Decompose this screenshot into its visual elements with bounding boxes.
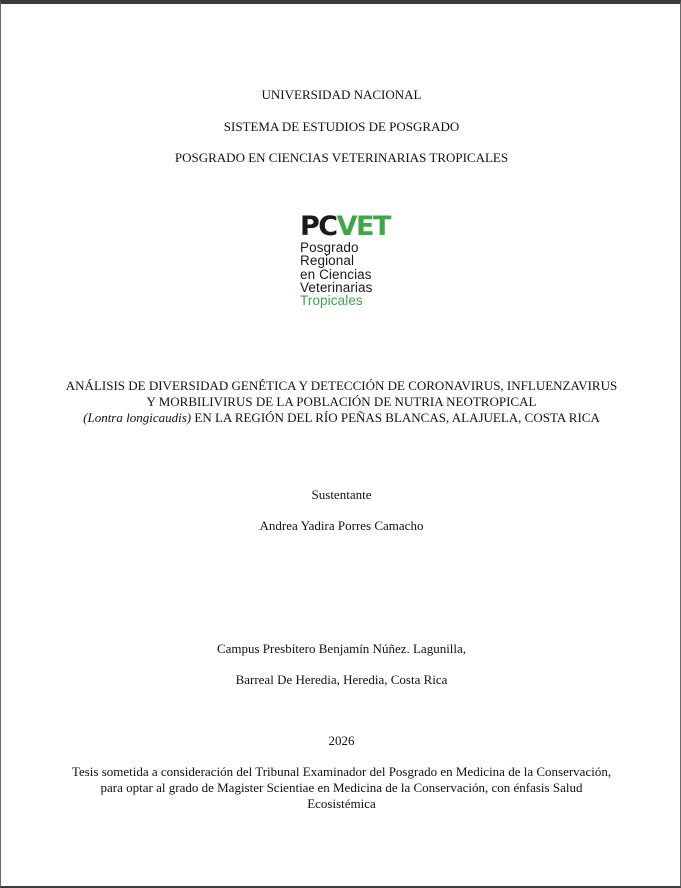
title-part-1: ANÁLISIS DE DIVERSIDAD GENÉTICA Y DETECCIÓN DE CORONAVIRUS, INFLUENZAVIRUS Y MORBILIVIRUS DE LA POBLACIÓN DE NUTRIA NEOTROPICAL (65, 378, 618, 409)
graduate-system-name: SISTEMA DE ESTUDIOS DE POSGRADO (223, 119, 460, 134)
title-part-2: EN LA REGIÓN DEL RÍO PEÑAS BLANCAS, ALAJUELA, COSTA RICA (191, 410, 600, 425)
university-name: UNIVERSIDAD NACIONAL (261, 87, 422, 102)
thesis-title (61, 378, 622, 426)
logo-line-regional: Regional (300, 253, 355, 269)
logo-line-veterinarias: Veterinarias (300, 279, 373, 295)
year: 2026 (328, 733, 355, 748)
logo-mark (300, 211, 390, 242)
logo-line-posgrado: Posgrado (300, 240, 359, 255)
location-line-1: Campus Presbítero Benjamín Núñez. Lagunilla, (216, 641, 467, 656)
location-line-2: Barreal De Heredia, Heredia, Costa Rica (235, 672, 448, 687)
logo-mark-vet: VET (336, 211, 390, 242)
author-name: Andrea Yadira Porres Camacho (259, 518, 424, 533)
pcvet-logo (300, 211, 390, 310)
program-name: POSGRADO EN CIENCIAS VETERINARIAS TROPICALES (174, 150, 509, 165)
logo-mark-pc: PC (300, 211, 337, 242)
logo-line-tropicales: Tropicales (300, 293, 363, 309)
title-species: (Lontra longicaudis) (83, 410, 192, 425)
author-label: Sustentante (311, 487, 372, 502)
thesis-statement: Tesis sometida a consideración del Tribunal Examinador del Posgrado en Medicina de la Conservación, para optar al grado de Magister Scientiae en Medicina de la Conservación, con énfasis Salud Ecosistémica (71, 764, 612, 811)
logo-line-ciencias: en Ciencias (300, 266, 372, 282)
